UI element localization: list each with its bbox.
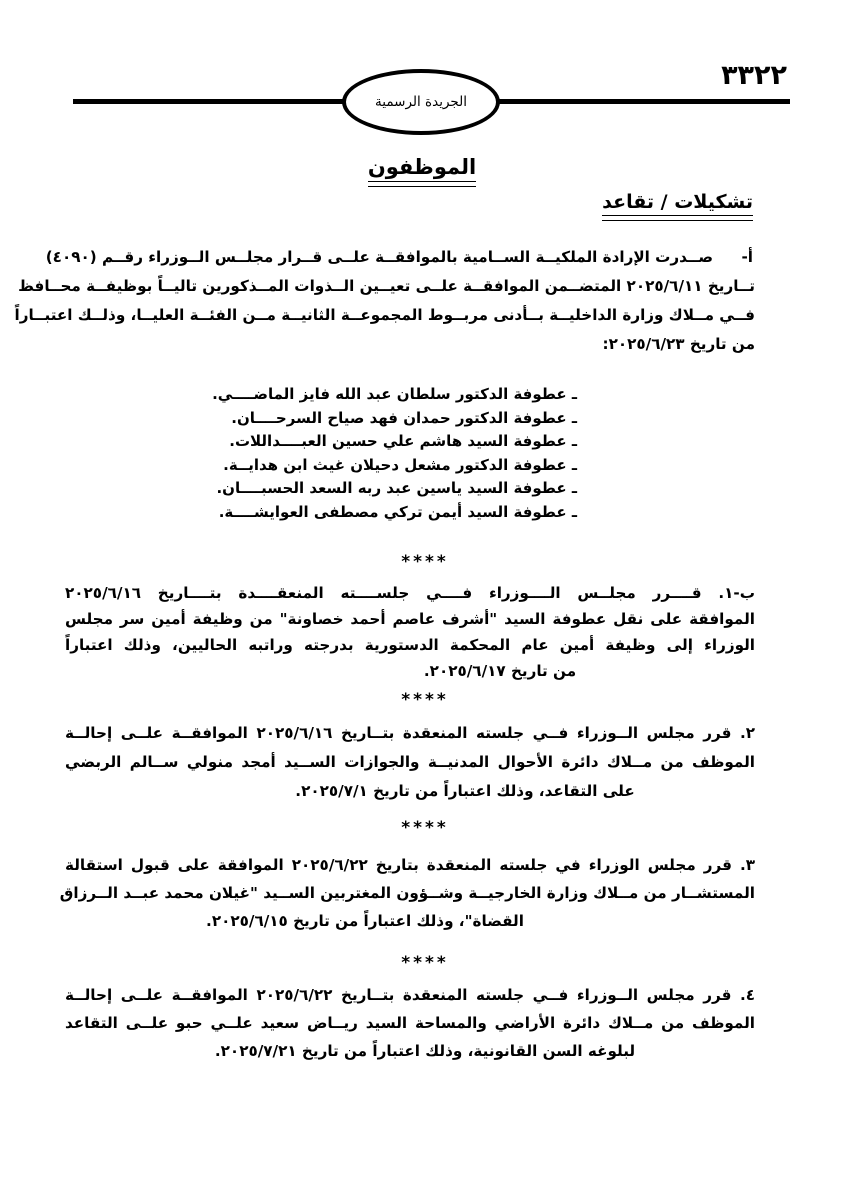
asterisk-separator: **** <box>401 552 449 572</box>
decree-line: على التقاعد، وذلك اعتباراً من تاريخ ٢٠٢٥/٧/١. <box>295 782 635 800</box>
decree-line: لبلوغه السن القانونية، وذلك اعتباراً من تاريخ ٢٠٢٥/٧/٢١. <box>214 1042 636 1060</box>
asterisk-separator: **** <box>401 953 449 973</box>
decree-3 <box>59 851 755 935</box>
decree-line: ٢. قرر مجلس الــوزراء فــي جلسته المنعقدة بتــاريخ ٢٠٢٥/٦/١٦ الموافقــة علــى إحالــة <box>65 724 756 742</box>
appointee-item: ـ عطوفة الدكتور سلطان عبد الله فايز الماضــــي. <box>212 385 577 403</box>
decree-line: من تاريخ ٢٠٢٥/٦/١٧. <box>423 662 577 680</box>
decree-line: القضاة"، وذلك اعتباراً من تاريخ ٢٠٢٥/٦/١٥. <box>206 912 524 930</box>
appointee-item: ـ عطوفة السيد هاشم علي حسين العبــــداللات. <box>229 432 577 450</box>
decree-line: ٤. قرر مجلس الــوزراء فــي جلسته المنعقدة بتــاريخ ٢٠٢٥/٦/٢٢ الموافقــة علــى إحالــة <box>65 986 756 1004</box>
decree-line: صــدرت الإرادة الملكيــة الســامية بالموافقــة علــى قــرار مجلــس الــوزراء رقــم (٤٠٩٠) <box>45 248 713 266</box>
decree-2 <box>65 719 755 806</box>
decree-a <box>14 243 755 359</box>
page-number: ٣٣٢٢ <box>721 60 787 91</box>
appointee-item: ـ عطوفة السيد أيمن تركي مصطفى العوايشــــة. <box>218 502 577 521</box>
page-title: الموظفون <box>0 155 844 187</box>
decree-a-marker: أ- <box>741 248 753 266</box>
decree-line: ب-١. قــــرر مجلــس الــــوزراء فــــي جلســــته المنعقــــدة بتــــاريخ ٢٠٢٥/٦/١٦ <box>65 584 755 602</box>
decree-line: الموظف من مــلاك دائرة الأحوال المدنيــة والجوازات الســيد أمجد منولي ســالم الربضي <box>65 753 755 771</box>
asterisk-separator: **** <box>401 690 449 710</box>
decree-line: المستشــار من مــلاك وزارة الخارجيــة وشــؤون المغتربين الســيد "غيلان محمد عبــد الــرزاق <box>59 884 755 902</box>
appointee-item: ـ عطوفة الدكتور مشعل دحيلان غيث ابن هدايــة. <box>223 455 577 474</box>
decree-line: ٣. قرر مجلس الوزراء في جلسته المنعقدة بتاريخ ٢٠٢٥/٦/٢٢ الموافقة على قبول استقالة <box>65 856 755 874</box>
section-heading: تشكيلات / تقاعد <box>602 191 753 221</box>
decree-line: فــي مــلاك وزارة الداخليــة بــأدنى مربــوط المجموعــة الثانيــة مــن الفئــة العليــا، وذلــك اعتبــاراً <box>14 306 755 324</box>
appointee-list <box>212 383 577 524</box>
decree-line: تــاريخ ٢٠٢٥/٦/١١ المتضــمن الموافقــة علــى تعيــين الــذوات المــذكورين تاليــاً بوظيفــة محــافظ <box>18 277 755 295</box>
appointee-item: ـ عطوفة السيد ياسين عبد ربه السعد الحسبــــان. <box>216 479 577 497</box>
gazette-banner-ellipse <box>342 69 500 135</box>
decree-line: من تاريخ ٢٠٢٥/٦/٢٣: <box>602 335 755 353</box>
decree-line: الموظف من مــلاك دائرة الأراضي والمساحة السيد ريــاض سعيد علــي حبو علــى التقاعد <box>65 1014 755 1032</box>
gazette-banner-text: الجريدة الرسمية <box>375 94 467 110</box>
decree-line: الوزراء إلى وظيفة أمين عام المحكمة الدستورية بدرجته وراتبه الحاليين، وذلك اعتباراً <box>65 636 755 654</box>
decree-b1 <box>65 580 755 684</box>
decree-4 <box>65 981 755 1065</box>
decree-line: الموافقة على نقل عطوفة السيد "أشرف عاصم أحمد خصاونة" من وظيفة أمين سر مجلس <box>65 610 755 628</box>
appointee-item: ـ عطوفة الدكتور حمدان فهد صياح السرحــــان. <box>231 408 577 427</box>
asterisk-separator: **** <box>401 818 449 838</box>
